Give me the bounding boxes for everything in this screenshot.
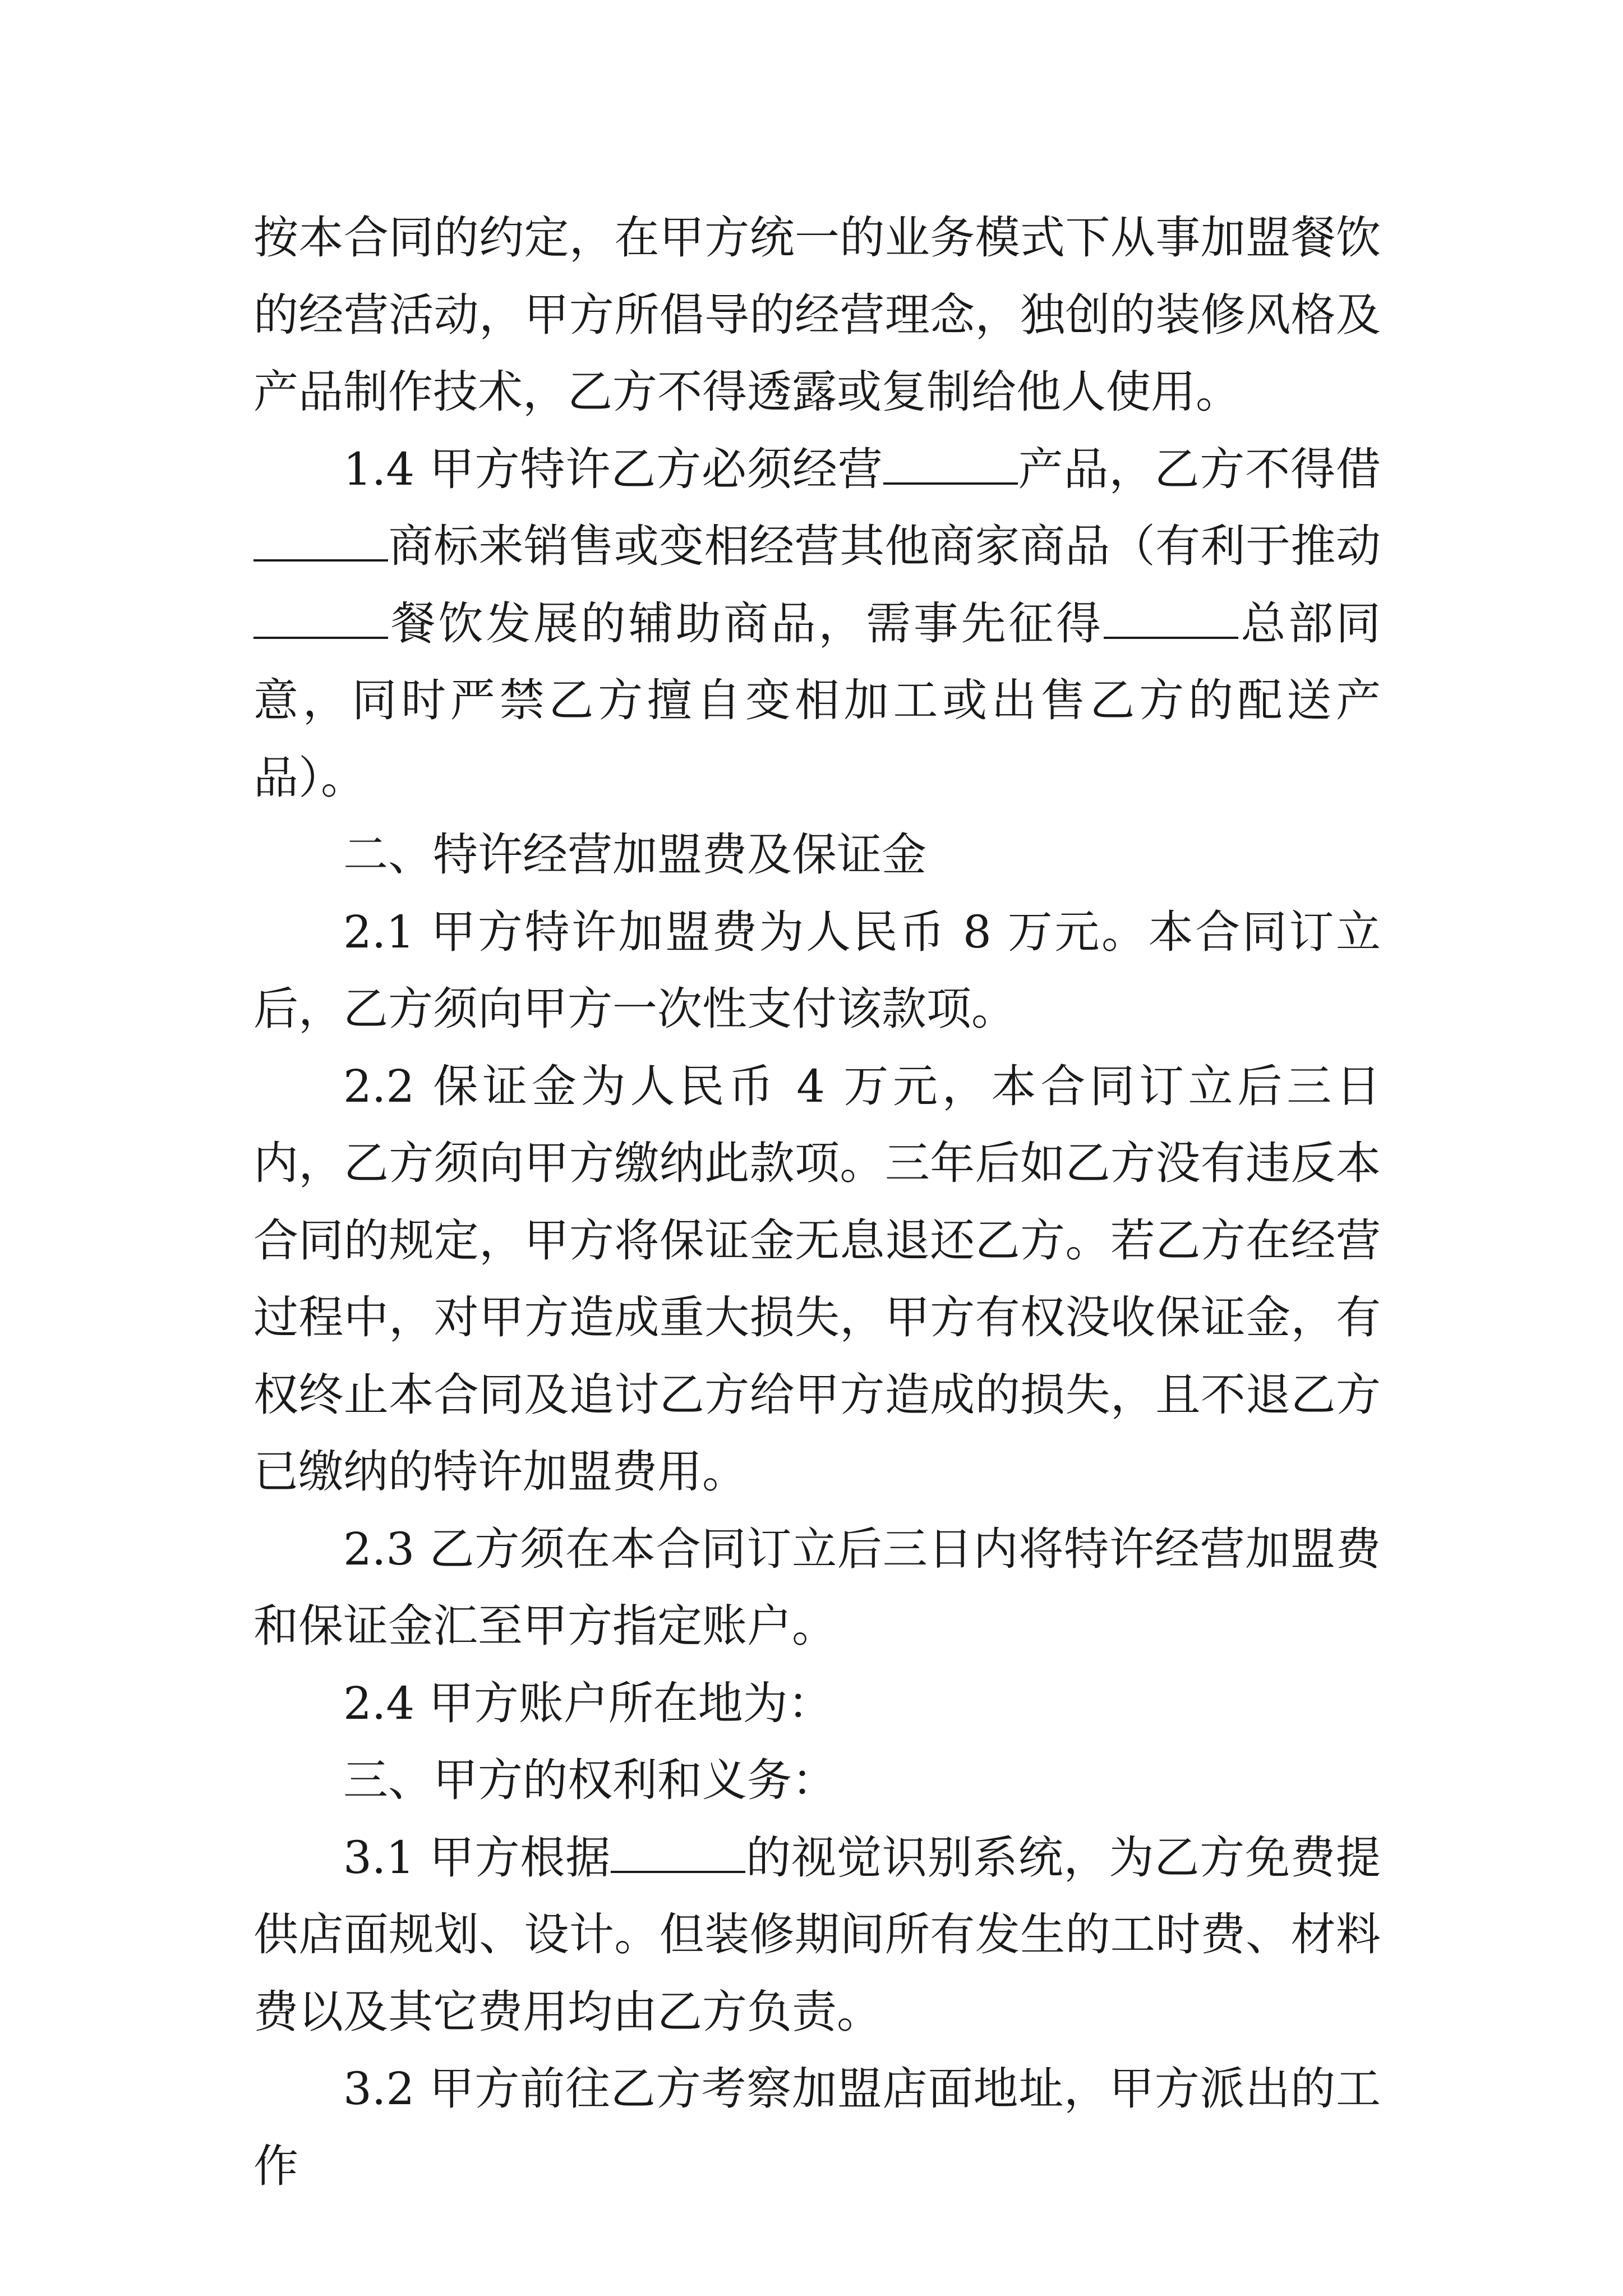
fill-in-blank (1104, 596, 1238, 639)
paragraph-p5 (253, 1511, 1381, 1665)
fill-in-blank (253, 596, 388, 639)
paragraph-p3 (253, 894, 1381, 1048)
paragraph-text: 总部同意，同时严禁乙方擅自变相加工或出售乙方的配送产品）。 (253, 597, 1381, 804)
fill-in-blank (611, 1830, 745, 1873)
paragraph-text: 二、特许经营加盟费及保证金 (343, 829, 926, 881)
paragraph-text: 产品，乙方不得借 (1017, 443, 1381, 495)
paragraph-text: 按本合同的约定，在甲方统一的业务模式下从事加盟餐饮的经营活动，甲方所倡导的经营理念，独创的装修风格及产品制作技术，乙方不得透露或复制给他人使用。 (253, 211, 1381, 418)
paragraph-text: 3.2 甲方前往乙方考察加盟店面地址，甲方派出的工作 (253, 2063, 1381, 2192)
paragraph-text: 餐饮发展的辅助商品，需事先征得 (388, 597, 1104, 650)
paragraph-p9 (253, 2050, 1381, 2205)
paragraph-text: 2.1 甲方特许加盟费为人民币 8 万元。本合同订立后，乙方须向甲方一次性支付该款项。 (253, 905, 1381, 1035)
paragraph-p6 (253, 1665, 1381, 1742)
paragraph-text: 2.2 保证金为人民币 4 万元，本合同订立后三日内，乙方须向甲方缴纳此款项。三年后如乙方没有违反本合同的规定，甲方将保证金无息退还乙方。若乙方在经营过程中，对甲方造成重大损失，甲方有权没收保证金，有权终止本合同及追讨乙方给甲方造成的损失，且不退乙方已缴纳的特许加盟费用。 (253, 1060, 1381, 1498)
paragraph-p4 (253, 1048, 1381, 1511)
paragraph-text: 商标来销售或变相经营其他商家商品（有利于推动 (388, 520, 1381, 572)
paragraph-text: 1.4 甲方特许乙方必须经营 (343, 443, 883, 495)
fill-in-blank (253, 519, 388, 562)
paragraph-p1 (253, 431, 1381, 817)
paragraph-p2 (253, 816, 1381, 894)
paragraph-text: 2.4 甲方账户所在地为： (343, 1677, 833, 1729)
paragraph-text: 3.1 甲方根据 (343, 1831, 611, 1884)
paragraph-p0 (253, 199, 1381, 431)
paragraph-text: 三、甲方的权利和义务： (343, 1754, 837, 1806)
paragraph-text: 的视觉识别系统，为乙方免费提供店面规划、设计。但装修期间所有发生的工时费、材料费以及其它费用均由乙方负责。 (253, 1831, 1381, 2038)
paragraph-p8 (253, 1819, 1381, 2051)
paragraph-p7 (253, 1742, 1381, 1819)
paragraph-text: 2.3 乙方须在本合同订立后三日内将特许经营加盟费和保证金汇至甲方指定账户。 (253, 1522, 1381, 1652)
fill-in-blank (883, 442, 1018, 485)
document-body (253, 199, 1381, 2205)
